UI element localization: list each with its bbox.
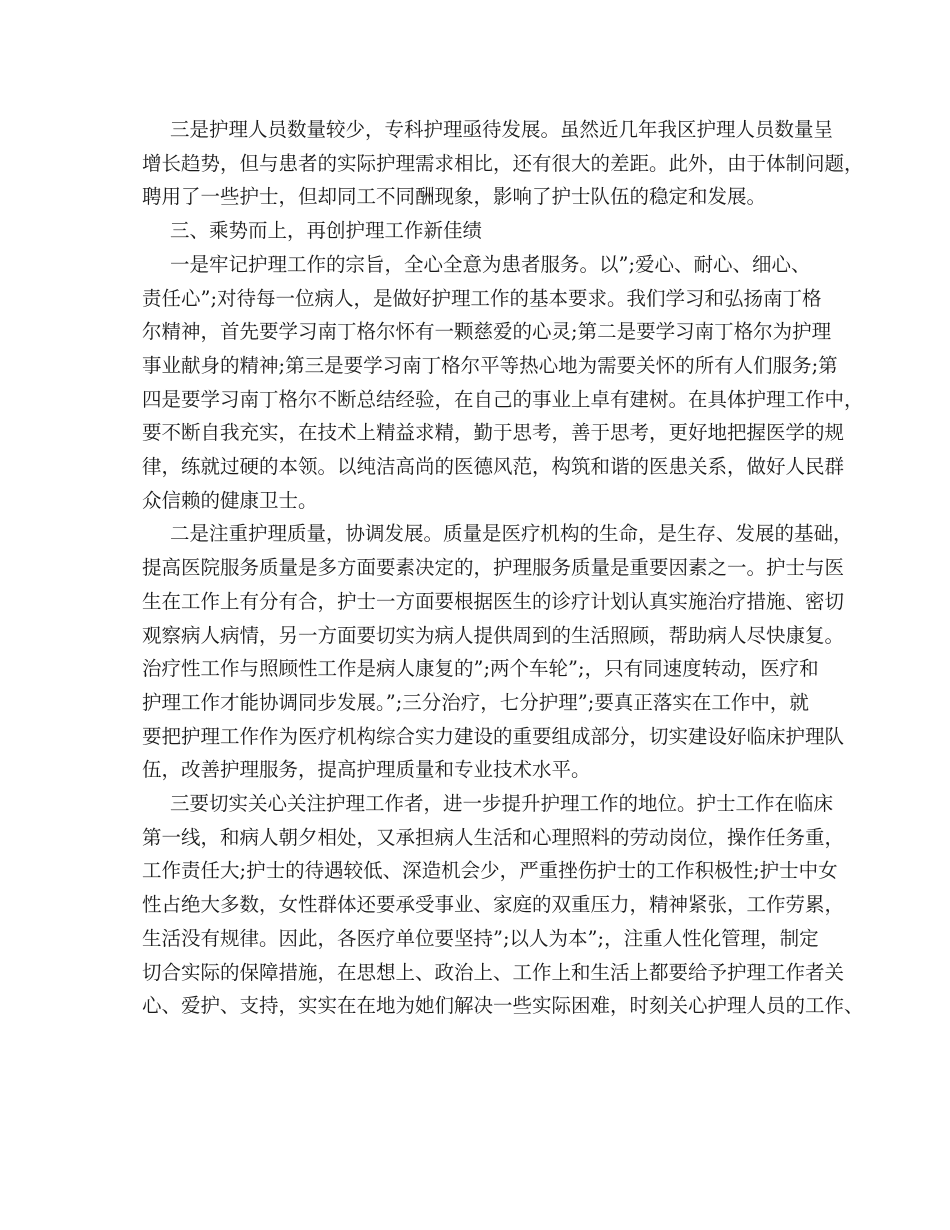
heading-line: 三、乘势而上，再创护理工作新佳绩	[170, 219, 483, 243]
text-line: 增长趋势，但与患者的实际护理需求相比，还有很大的差距。此外，由于体制问题，	[142, 151, 864, 175]
text-line: 第一线，和病人朝夕相处，又承担病人生活和心理照料的劳动岗位，操作任务重，	[142, 825, 845, 849]
text-line: 二是注重护理质量，协调发展。质量是医疗机构的生命，是生存、发展的基础，	[170, 522, 853, 546]
text-line: 治疗性工作与照顾性工作是病人康复的”;两个车轮”;，只有同速度转动，医疗和	[142, 657, 819, 681]
paragraph-nursing-quality	[142, 517, 853, 787]
text-line: 三要切实关心关注护理工作者，进一步提升护理工作的地位。护士工作在临床	[170, 792, 834, 816]
paragraph-nursing-purpose	[142, 248, 864, 518]
text-line: 事业献身的精神;第三是要学习南丁格尔平等热心地为需要关怀的所有人们服务;第	[142, 353, 838, 377]
text-line: 三是护理人员数量较少，专科护理亟待发展。虽然近几年我区护理人员数量呈	[170, 118, 834, 141]
text-line: 要把护理工作作为医疗机构综合实力建设的重要组成部分，切实建设好临床护理队	[142, 724, 845, 748]
paragraph-staff-shortage	[142, 113, 864, 214]
text-line: 聘用了一些护士，但却同工不同酬现象，影响了护士队伍的稳定和发展。	[142, 185, 767, 209]
text-line: 护理工作才能协调同步发展。”;三分治疗，七分护理”;要真正落实在工作中，就	[142, 690, 809, 714]
text-line: 生活没有规律。因此，各医疗单位要坚持”;以人为本”;，注重人性化管理，制定	[142, 926, 819, 950]
text-line: 伍，改善护理服务，提高护理质量和专业技术水平。	[142, 758, 591, 782]
text-line: 生在工作上有分有合，护士一方面要根据医生的诊疗计划认真实施治疗措施、密切	[142, 589, 845, 613]
text-line: 众信赖的健康卫士。	[142, 488, 318, 512]
text-line: 观察病人病情，另一方面要切实为病人提供周到的生活照顾，帮助病人尽快康复。	[142, 623, 845, 647]
text-line: 工作责任大;护士的待遇较低、深造机会少，严重挫伤护士的工作积极性;护士中女	[142, 859, 838, 883]
text-line: 一是牢记护理工作的宗旨，全心全意为患者服务。以”;爱心、耐心、细心、	[170, 252, 811, 276]
text-line: 律，练就过硬的本领。以纯洁高尚的医德风范，构筑和谐的医患关系，做好人民群	[142, 455, 845, 479]
text-line: 性占绝大多数，女性群体还要承受事业、家庭的双重压力，精神紧张，工作劳累，	[142, 893, 845, 917]
text-line: 要不断自我充实，在技术上精益求精，勤于思考，善于思考，更好地把握医学的规	[142, 421, 845, 445]
section-heading	[142, 214, 842, 248]
text-line: 尔精神，首先要学习南丁格尔怀有一颗慈爱的心灵;第二是要学习南丁格尔为护理	[142, 320, 832, 344]
paragraph-care-for-nurses	[142, 787, 864, 1023]
text-line: 提高医院服务质量是多方面要素决定的，护理服务质量是重要因素之一。护士与医	[142, 556, 845, 580]
text-line: 责任心”;对待每一位病人，是做好护理工作的基本要求。我们学习和弘扬南丁格	[142, 286, 822, 310]
text-line: 心、爱护、支持，实实在在地为她们解决一些实际困难，时刻关心护理人员的工作、	[142, 994, 864, 1018]
text-line: 四是要学习南丁格尔不断总结经验，在自己的事业上卓有建树。在具体护理工作中，	[142, 387, 864, 411]
text-line: 切合实际的保障措施，在思想上、政治上、工作上和生活上都要给予护理工作者关	[142, 960, 845, 984]
document-body	[142, 113, 864, 1023]
